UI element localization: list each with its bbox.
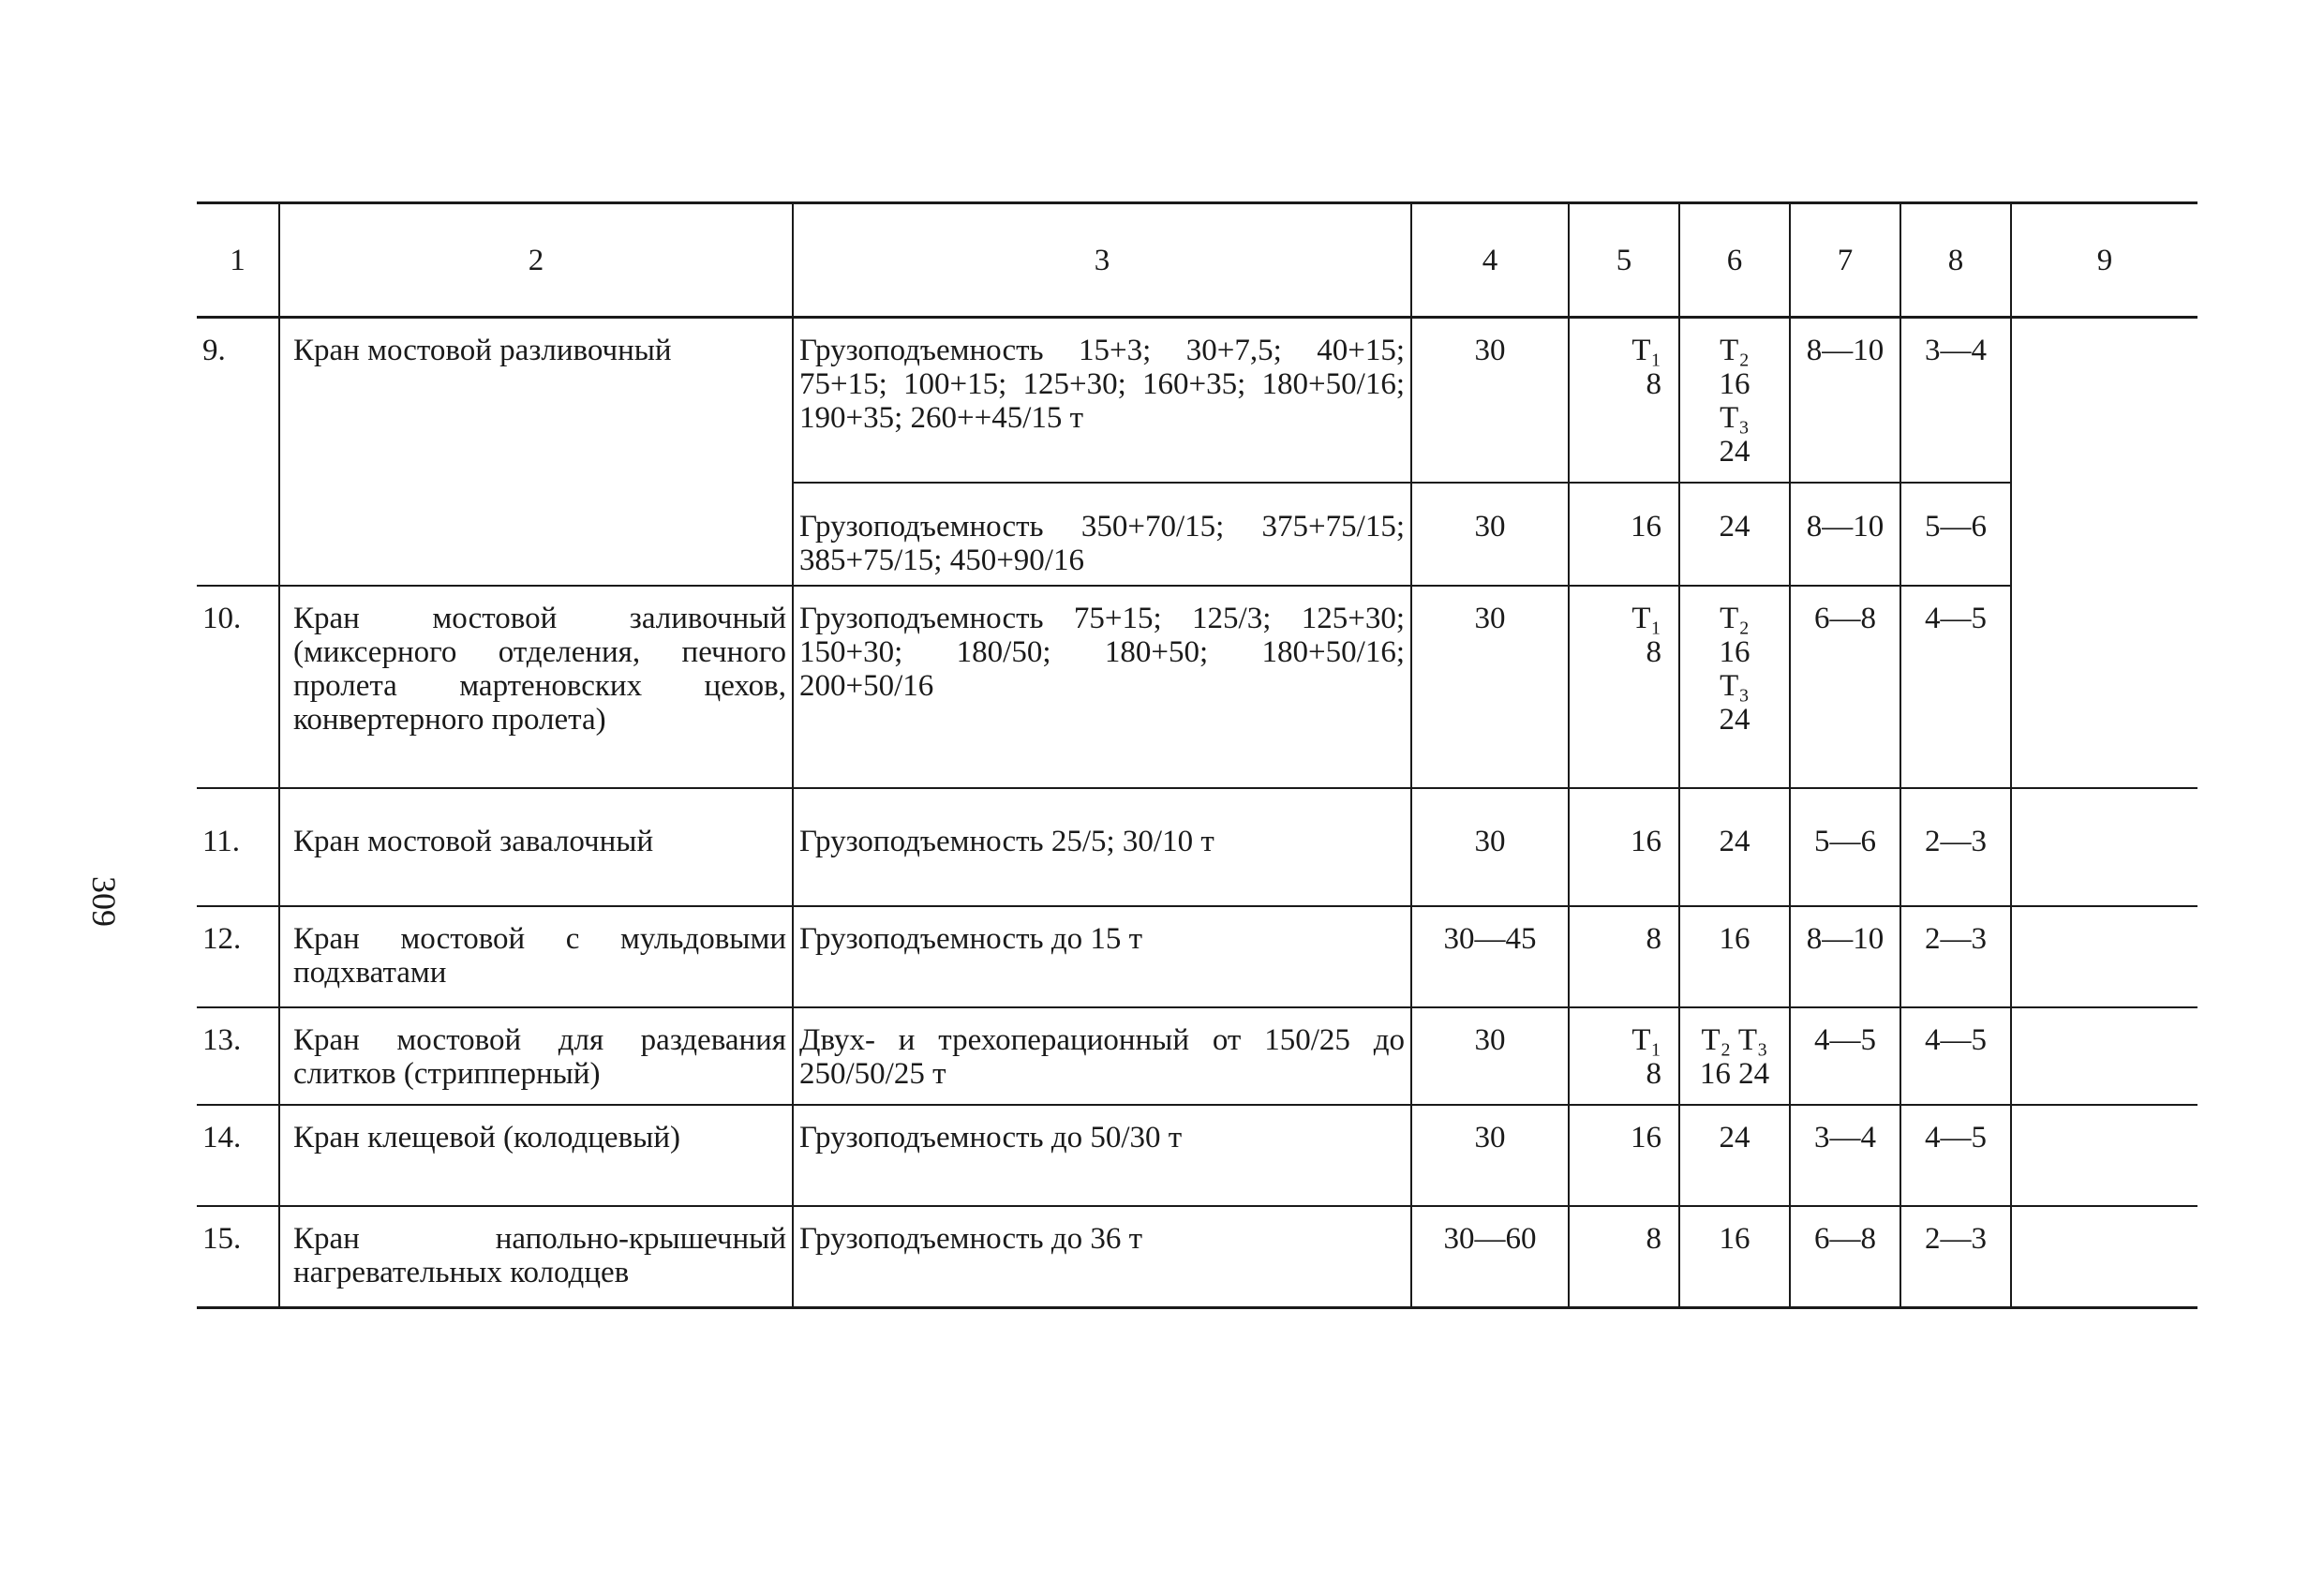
col5-value <box>1569 483 1679 586</box>
col4-value: 30 <box>1411 318 1569 484</box>
col5-line: 8 <box>1646 367 1661 401</box>
row-number: 9. <box>197 318 279 587</box>
col5-value <box>1569 1206 1679 1308</box>
col4-value: 30 <box>1411 483 1569 586</box>
header-col-3: 3 <box>793 203 1411 318</box>
col7-value: 6—8 <box>1790 1206 1900 1308</box>
col6-value <box>1679 1206 1790 1308</box>
col6-line: 16 <box>1719 1222 1750 1256</box>
col5-line: T₁ <box>1631 1023 1661 1057</box>
col7-value: 6—8 <box>1790 586 1900 788</box>
col7-value: 5—6 <box>1790 788 1900 906</box>
col6-line: 16 <box>1719 367 1750 401</box>
col8-value: 4—5 <box>1900 586 2011 788</box>
crane-table <box>197 201 2197 1309</box>
col5-line: T₁ <box>1631 602 1661 635</box>
col6-line: 16 <box>1719 922 1750 956</box>
col6-line: 16 <box>1719 635 1750 669</box>
row-number: 15. <box>197 1206 279 1308</box>
col5-line: 16 <box>1631 510 1661 544</box>
col5-value <box>1569 1007 1679 1105</box>
header-col-2: 2 <box>279 203 793 318</box>
col9-value <box>2011 1206 2197 1308</box>
table-row-12 <box>197 906 2197 1007</box>
col7-value: 8—10 <box>1790 483 1900 586</box>
col6-value <box>1679 788 1790 906</box>
crane-spec: Грузоподъемность до 36 т <box>793 1206 1411 1308</box>
col6-line: T₂ <box>1720 334 1750 367</box>
header-col-6: 6 <box>1679 203 1790 318</box>
crane-spec: Грузоподъемность 15+3; 30+7,5; 40+15; 75+15; 100+15; 125+30; 160+35; 180+50/16; 190+35; 260++45/15 т <box>793 318 1411 484</box>
crane-spec: Грузоподъемность 350+70/15; 375+75/15; 385+75/15; 450+90/16 <box>793 483 1411 586</box>
col6-line: T₃ <box>1720 669 1750 703</box>
col9-value <box>2011 586 2197 788</box>
col5-value <box>1569 1105 1679 1206</box>
col9-value <box>2011 906 2197 1007</box>
crane-table-container <box>197 201 2197 1309</box>
col6-line: 24 <box>1719 435 1750 469</box>
col5-line: 16 <box>1631 825 1661 858</box>
table-row-11 <box>197 788 2197 906</box>
col8-value: 4—5 <box>1900 1007 2011 1105</box>
header-col-7: 7 <box>1790 203 1900 318</box>
row-number: 13. <box>197 1007 279 1105</box>
col6-line: 24 <box>1719 703 1750 737</box>
col8-value: 5—6 <box>1900 483 2011 586</box>
crane-spec: Грузоподъемность до 50/30 т <box>793 1105 1411 1206</box>
col4-value: 30 <box>1411 788 1569 906</box>
col5-line: 8 <box>1646 1222 1661 1256</box>
col4-value: 30—60 <box>1411 1206 1569 1308</box>
crane-spec: Двух- и трехоперационный от 150/25 до 250/50/25 т <box>793 1007 1411 1105</box>
header-col-4: 4 <box>1411 203 1569 318</box>
col5-value <box>1569 788 1679 906</box>
header-col-8: 8 <box>1900 203 2011 318</box>
col6-value <box>1679 1007 1790 1105</box>
col4-value: 30 <box>1411 1007 1569 1105</box>
col5-value <box>1569 586 1679 788</box>
col5-line: T₁ <box>1631 334 1661 367</box>
crane-name: Кран мостовой завалочный <box>279 788 793 906</box>
col6-line: T₂ <box>1720 602 1750 635</box>
row-number: 12. <box>197 906 279 1007</box>
col7-value: 4—5 <box>1790 1007 1900 1105</box>
col9-value <box>2011 1105 2197 1206</box>
col6-value <box>1679 318 1790 484</box>
col6-line: 24 <box>1719 510 1750 544</box>
col6-line: T₂ T₃ <box>1701 1023 1768 1057</box>
col9-value <box>2011 318 2197 587</box>
crane-spec: Грузоподъемность до 15 т <box>793 906 1411 1007</box>
col4-value: 30 <box>1411 1105 1569 1206</box>
col5-line: 16 <box>1631 1121 1661 1155</box>
col9-value <box>2011 1007 2197 1105</box>
col6-value <box>1679 906 1790 1007</box>
table-row-14 <box>197 1105 2197 1206</box>
header-col-5: 5 <box>1569 203 1679 318</box>
col7-value: 3—4 <box>1790 1105 1900 1206</box>
col8-value: 3—4 <box>1900 318 2011 484</box>
row-number: 10. <box>197 586 279 788</box>
row-number: 11. <box>197 788 279 906</box>
col5-line: 8 <box>1646 1057 1661 1091</box>
col8-value: 2—3 <box>1900 906 2011 1007</box>
table-row-13 <box>197 1007 2197 1105</box>
crane-name: Кран мостовой заливочный (миксерного отделения, печного пролета мартеновских цехов, конвертерного пролета) <box>279 586 793 788</box>
col6-line: 24 <box>1719 1121 1750 1155</box>
col7-value: 8—10 <box>1790 318 1900 484</box>
col6-line: 16 24 <box>1699 1057 1770 1091</box>
col6-value <box>1679 483 1790 586</box>
row-number: 14. <box>197 1105 279 1206</box>
crane-name: Кран мостовой с мульдовыми подхватами <box>279 906 793 1007</box>
header-row <box>197 203 2197 318</box>
col6-line: 24 <box>1719 825 1750 858</box>
crane-spec: Грузоподъемность 75+15; 125/3; 125+30; 150+30; 180/50; 180+50; 180+50/16; 200+50/16 <box>793 586 1411 788</box>
col5-line: 8 <box>1646 922 1661 956</box>
page-number: 309 <box>85 876 123 927</box>
col9-value <box>2011 788 2197 906</box>
col6-line: T₃ <box>1720 401 1750 435</box>
crane-name: Кран клещевой (колодцевый) <box>279 1105 793 1206</box>
col4-value: 30 <box>1411 586 1569 788</box>
col5-value <box>1569 318 1679 484</box>
header-col-1: 1 <box>197 203 279 318</box>
col8-value: 2—3 <box>1900 1206 2011 1308</box>
crane-name: Кран мостовой для раздевания слитков (стрипперный) <box>279 1007 793 1105</box>
col5-line: 8 <box>1646 635 1661 669</box>
col4-value: 30—45 <box>1411 906 1569 1007</box>
crane-spec: Грузоподъемность 25/5; 30/10 т <box>793 788 1411 906</box>
crane-name: Кран напольно-крышечный нагревательных колодцев <box>279 1206 793 1308</box>
col6-value <box>1679 1105 1790 1206</box>
col8-value: 4—5 <box>1900 1105 2011 1206</box>
table-row-10 <box>197 586 2197 788</box>
table-row-9a <box>197 318 2197 484</box>
col7-value: 8—10 <box>1790 906 1900 1007</box>
col5-value <box>1569 906 1679 1007</box>
col8-value: 2—3 <box>1900 788 2011 906</box>
header-col-9: 9 <box>2011 203 2197 318</box>
table-row-15 <box>197 1206 2197 1308</box>
col6-value <box>1679 586 1790 788</box>
crane-name: Кран мостовой разливочный <box>279 318 793 587</box>
